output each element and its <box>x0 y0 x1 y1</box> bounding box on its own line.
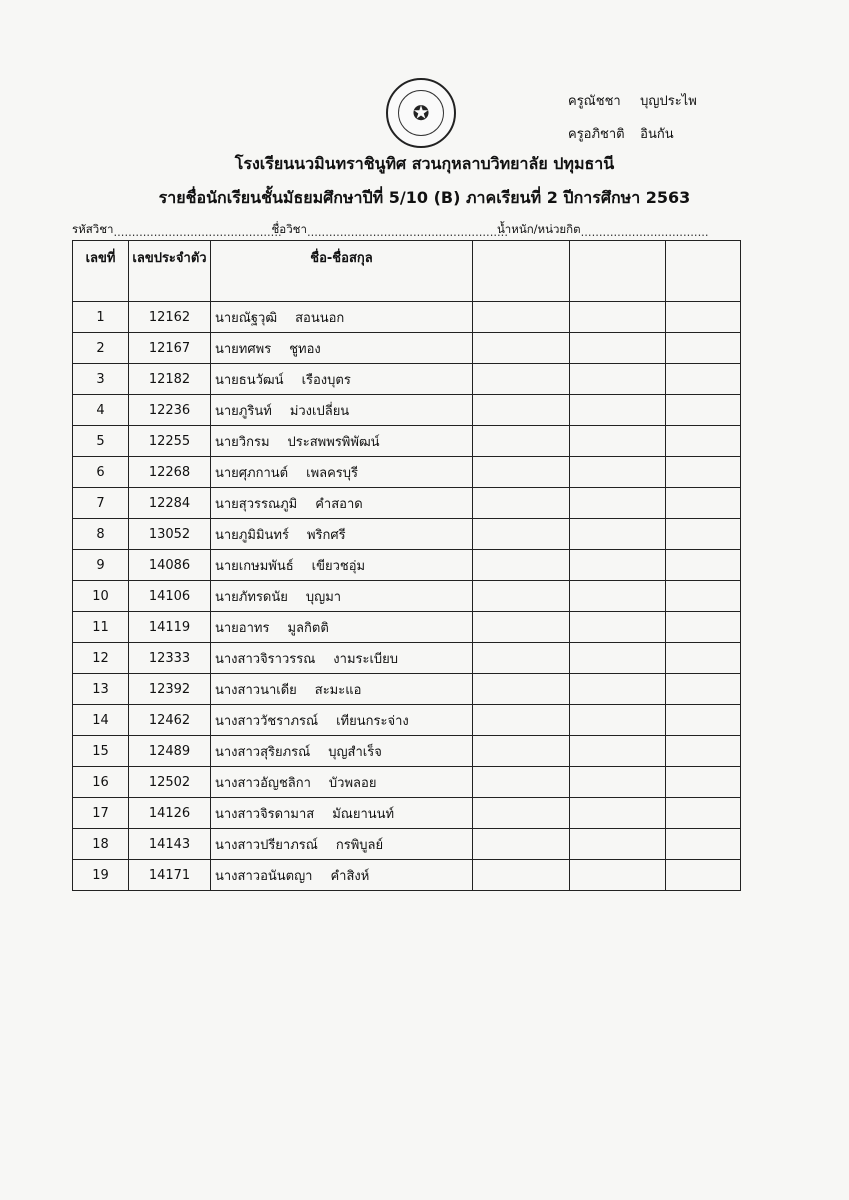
dotted-fill: .............................................. <box>113 225 282 239</box>
blank-cell <box>570 550 666 581</box>
table-row <box>73 581 741 612</box>
student-number: 14 <box>73 705 129 736</box>
blank-cell <box>666 333 741 364</box>
student-id: 14143 <box>129 829 211 860</box>
teacher-last-name: บุญประไพ <box>640 94 697 109</box>
blank-cell <box>473 426 570 457</box>
student-last-name: มูลกิตติ <box>287 620 329 636</box>
student-first-name: นางสาวอัญชลิกา <box>215 775 311 791</box>
blank-cell <box>473 333 570 364</box>
blank-cell <box>570 395 666 426</box>
table-row <box>73 302 741 333</box>
col-header-number: เลขที่ <box>73 241 129 302</box>
col-header-name: ชื่อ-ชื่อสกุล <box>211 241 473 302</box>
blank-cell <box>473 674 570 705</box>
student-name <box>211 829 473 860</box>
student-id: 13052 <box>129 519 211 550</box>
student-id: 12162 <box>129 302 211 333</box>
dotted-fill: ....................................................... <box>306 225 508 239</box>
student-first-name: นางสาวสุริยภรณ์ <box>215 744 311 760</box>
list-title: รายชื่อนักเรียนชั้นมัธยมศึกษาปีที่ 5/10 (B) ภาคเรียนที่ 2 ปีการศึกษา 2563 <box>158 188 691 207</box>
student-name <box>211 860 473 891</box>
student-first-name: นายสุวรรณภูมิ <box>215 496 298 512</box>
blank-cell <box>473 302 570 333</box>
student-number: 7 <box>73 488 129 519</box>
blank-cell <box>570 457 666 488</box>
col-header-student-id: เลขประจำตัว <box>129 241 211 302</box>
student-id: 12268 <box>129 457 211 488</box>
student-first-name: นางสาววัชราภรณ์ <box>215 713 319 729</box>
blank-cell <box>666 581 741 612</box>
table-row <box>73 736 741 767</box>
student-name <box>211 457 473 488</box>
dotted-fill: ................................... <box>580 225 709 239</box>
teacher-name-1 <box>568 90 697 111</box>
blank-cell <box>473 457 570 488</box>
student-number: 11 <box>73 612 129 643</box>
table-row <box>73 643 741 674</box>
blank-cell <box>570 643 666 674</box>
blank-cell <box>570 364 666 395</box>
blank-cell <box>570 829 666 860</box>
seal-inner-ring <box>398 90 444 136</box>
blank-cell <box>473 860 570 891</box>
student-last-name: เพลครบุรี <box>306 465 359 481</box>
blank-cell <box>473 612 570 643</box>
blank-cell <box>570 798 666 829</box>
blank-cell <box>666 302 741 333</box>
student-name <box>211 612 473 643</box>
table-row <box>73 860 741 891</box>
student-name <box>211 519 473 550</box>
student-number: 10 <box>73 581 129 612</box>
student-name <box>211 488 473 519</box>
student-number: 6 <box>73 457 129 488</box>
student-name <box>211 395 473 426</box>
emblem-icon: ✪ <box>412 101 430 125</box>
student-id: 14106 <box>129 581 211 612</box>
blank-cell <box>473 829 570 860</box>
student-number: 2 <box>73 333 129 364</box>
student-last-name: เขียวชอุ่ม <box>311 558 366 574</box>
student-name <box>211 674 473 705</box>
blank-cell <box>473 364 570 395</box>
blank-cell <box>570 674 666 705</box>
blank-cell <box>666 488 741 519</box>
blank-cell <box>570 302 666 333</box>
student-name <box>211 302 473 333</box>
student-first-name: นายอาทร <box>215 620 270 636</box>
blank-cell <box>570 612 666 643</box>
table-row <box>73 674 741 705</box>
teacher-first-name: ครูอภิชาติ <box>568 127 625 142</box>
student-name <box>211 643 473 674</box>
table-header-row <box>73 241 741 302</box>
blank-cell <box>473 581 570 612</box>
student-number: 19 <box>73 860 129 891</box>
student-id: 12182 <box>129 364 211 395</box>
blank-cell <box>570 705 666 736</box>
student-name <box>211 767 473 798</box>
student-first-name: นางสาวนาเดีย <box>215 682 297 698</box>
student-name <box>211 333 473 364</box>
table-row <box>73 488 741 519</box>
table-row <box>73 457 741 488</box>
student-first-name: นางสาวอนันตญา <box>215 868 313 884</box>
student-number: 1 <box>73 302 129 333</box>
student-id: 14126 <box>129 798 211 829</box>
blank-cell <box>473 767 570 798</box>
blank-cell <box>473 519 570 550</box>
student-number: 5 <box>73 426 129 457</box>
blank-cell <box>666 860 741 891</box>
student-number: 13 <box>73 674 129 705</box>
student-number: 8 <box>73 519 129 550</box>
student-id: 14171 <box>129 860 211 891</box>
student-last-name: กรพิบูลย์ <box>335 837 384 853</box>
student-first-name: นางสาวปรียาภรณ์ <box>215 837 318 853</box>
table-row <box>73 798 741 829</box>
student-id: 12489 <box>129 736 211 767</box>
student-last-name: ม่วงเปลี่ยน <box>289 403 350 419</box>
blank-cell <box>473 705 570 736</box>
student-number: 9 <box>73 550 129 581</box>
blank-cell <box>473 488 570 519</box>
col-header-blank-2 <box>570 241 666 302</box>
student-id: 12167 <box>129 333 211 364</box>
teacher-name-2 <box>568 123 674 144</box>
student-first-name: นายทศพร <box>215 341 272 357</box>
blank-cell <box>666 457 741 488</box>
blank-cell <box>473 643 570 674</box>
blank-cell <box>570 426 666 457</box>
student-first-name: นายเกษมพันธ์ <box>215 558 294 574</box>
blank-cell <box>473 798 570 829</box>
blank-cell <box>666 643 741 674</box>
blank-cell <box>666 612 741 643</box>
student-first-name: นายภูมิมินทร์ <box>215 527 289 543</box>
student-number: 12 <box>73 643 129 674</box>
blank-cell <box>473 550 570 581</box>
blank-cell <box>570 736 666 767</box>
subject-fields-line <box>72 221 742 239</box>
blank-cell <box>666 426 741 457</box>
student-last-name: พริกศรี <box>306 527 346 543</box>
school-seal-logo <box>386 78 456 148</box>
blank-cell <box>666 519 741 550</box>
student-id: 14119 <box>129 612 211 643</box>
student-name <box>211 705 473 736</box>
student-first-name: นายวิกรม <box>215 434 270 450</box>
col-header-blank-3 <box>666 241 741 302</box>
student-first-name: นายภัทรดนัย <box>215 589 288 605</box>
table-row <box>73 550 741 581</box>
student-id: 12462 <box>129 705 211 736</box>
blank-cell <box>473 736 570 767</box>
student-last-name: มัณยานนท์ <box>332 806 395 822</box>
table-row <box>73 767 741 798</box>
blank-cell <box>570 767 666 798</box>
blank-cell <box>666 736 741 767</box>
student-first-name: นางสาวจิราวรรณ <box>215 651 316 667</box>
student-first-name: นายณัฐวุฒิ <box>215 310 278 326</box>
blank-cell <box>666 364 741 395</box>
teacher-first-name: ครูณัชชา <box>568 94 621 109</box>
student-last-name: งามระเบียบ <box>333 651 399 667</box>
student-last-name: คำสอาด <box>315 496 363 512</box>
student-last-name: สะมะแอ <box>314 682 362 698</box>
col-header-blank-1 <box>473 241 570 302</box>
table-row <box>73 519 741 550</box>
student-table <box>72 240 741 891</box>
blank-cell <box>666 705 741 736</box>
blank-cell <box>570 488 666 519</box>
student-id: 12284 <box>129 488 211 519</box>
student-first-name: นางสาวจิรดามาส <box>215 806 315 822</box>
student-name <box>211 364 473 395</box>
blank-cell <box>570 860 666 891</box>
blank-cell <box>666 674 741 705</box>
student-id: 12255 <box>129 426 211 457</box>
blank-cell <box>570 581 666 612</box>
student-last-name: ประสพพรพิพัฒน์ <box>287 434 380 450</box>
blank-cell <box>473 395 570 426</box>
student-id: 12333 <box>129 643 211 674</box>
student-last-name: ชูทอง <box>289 341 321 357</box>
subject-name-label: ชื่อวิชา <box>271 222 307 236</box>
table-row <box>73 612 741 643</box>
student-id: 12236 <box>129 395 211 426</box>
student-last-name: บุญสำเร็จ <box>328 744 382 760</box>
student-last-name: บัวพลอย <box>328 775 377 791</box>
student-first-name: นายภูรินท์ <box>215 403 272 419</box>
table-row <box>73 364 741 395</box>
student-last-name: สอนนอก <box>295 310 345 326</box>
student-last-name: บุญมา <box>305 589 342 605</box>
blank-cell <box>570 519 666 550</box>
table-row <box>73 333 741 364</box>
blank-cell <box>666 798 741 829</box>
student-first-name: นายธนวัฒน์ <box>215 372 284 388</box>
student-name <box>211 798 473 829</box>
blank-cell <box>570 333 666 364</box>
table-row <box>73 426 741 457</box>
student-number: 15 <box>73 736 129 767</box>
student-first-name: นายศุภกานต์ <box>215 465 289 481</box>
student-id: 12392 <box>129 674 211 705</box>
student-last-name: เรืองบุตร <box>301 372 351 388</box>
blank-cell <box>666 395 741 426</box>
teacher-last-name: อินกัน <box>640 127 674 142</box>
subject-code-label: รหัสวิชา <box>72 222 114 236</box>
student-name <box>211 581 473 612</box>
student-name <box>211 736 473 767</box>
student-last-name: เทียนกระจ่าง <box>336 713 409 729</box>
student-number: 17 <box>73 798 129 829</box>
student-last-name: คำสิงห์ <box>330 868 370 884</box>
table-row <box>73 395 741 426</box>
student-number: 18 <box>73 829 129 860</box>
table-row <box>73 705 741 736</box>
table-row <box>73 829 741 860</box>
student-id: 14086 <box>129 550 211 581</box>
student-number: 4 <box>73 395 129 426</box>
blank-cell <box>666 829 741 860</box>
student-number: 16 <box>73 767 129 798</box>
credit-label: น้ำหนัก/หน่วยกิต <box>496 222 581 236</box>
school-title: โรงเรียนนวมินทราชินูทิศ สวนกุหลาบวิทยาลัย ปทุมธานี <box>234 154 615 173</box>
student-name <box>211 426 473 457</box>
student-name <box>211 550 473 581</box>
blank-cell <box>666 767 741 798</box>
student-number: 3 <box>73 364 129 395</box>
blank-cell <box>666 550 741 581</box>
student-id: 12502 <box>129 767 211 798</box>
